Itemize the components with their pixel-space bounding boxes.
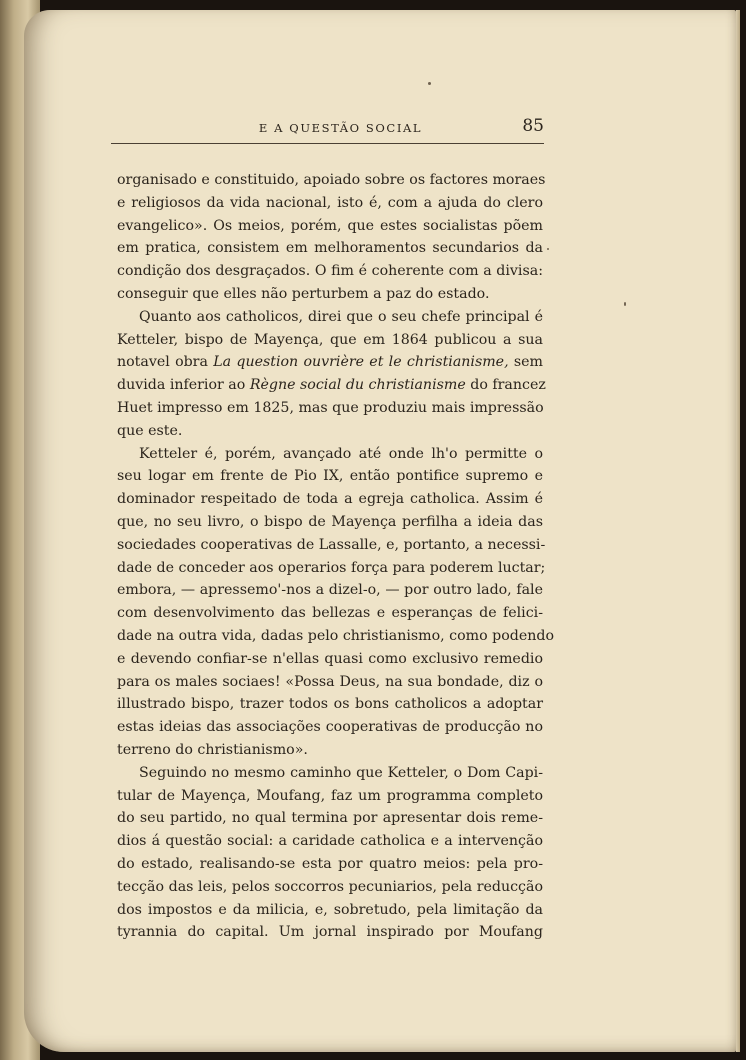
text-line: seu logar em frente de Pio IX, então pontifice supremo e <box>117 468 543 485</box>
page-number: 85 <box>522 116 544 136</box>
text-line: tecção das leis, pelos soccorros pecuniarios, pela reducção <box>117 878 543 895</box>
text-segment: duvida inferior ao <box>117 377 250 394</box>
paper-speck <box>428 82 431 85</box>
text-line: e devendo confiar-se n'ellas quasi como exclusivo remedio <box>117 650 543 667</box>
book-title: La question ouvrière et le christianisme, <box>213 354 509 371</box>
page-header <box>111 115 544 143</box>
text-line: e religiosos da vida nacional, isto é, com a ajuda do clero <box>117 194 543 211</box>
text-line-with-title <box>117 374 546 397</box>
text-line: dade na outra vida, dadas pelo christianismo, como podendo <box>117 627 555 644</box>
text-line: dos impostos e da milicia, e, sobretudo, pela limitação da <box>117 901 543 918</box>
text-line: Ketteler, bispo de Mayença, que em 1864 publicou a sua <box>117 331 543 348</box>
book-title: Règne social du christianisme <box>249 377 466 394</box>
text-line-with-title <box>117 351 543 374</box>
text-segment: sem <box>508 354 543 371</box>
text-line: dominador respeitado de toda a egreja catholica. Assim é <box>117 491 543 508</box>
text-line: sociedades cooperativas de Lassalle, e, portanto, a necessi- <box>117 536 546 553</box>
text-line: illustrado bispo, trazer todos os bons catholicos a adoptar <box>117 696 543 713</box>
text-line: Quanto aos catholicos, direi que o seu chefe principal é <box>139 308 543 325</box>
running-title: E A QUESTÃO SOCIAL <box>258 121 423 135</box>
paper-speck <box>547 248 549 250</box>
body-text <box>117 169 555 944</box>
text-line: organisado e constituido, apoiado sobre os factores moraes <box>117 172 546 188</box>
text-line: Huet impresso em 1825, mas que produziu mais impressão <box>117 399 544 416</box>
text-line: Seguindo no mesmo caminho que Ketteler, o Dom Capi- <box>139 764 543 781</box>
text-segment: notavel obra <box>117 354 214 371</box>
text-line: do estado, realisando-se esta por quatro meios: pela pro- <box>117 855 543 872</box>
text-line: dade de conceder aos operarios força para poderem luctar; <box>117 559 546 576</box>
text-line: que este. <box>117 422 183 439</box>
text-line: estas ideias das associações cooperativas de producção no <box>117 719 543 736</box>
text-line: embora, — apressemo'-nos a dizel-o, — por outro lado, fale <box>117 582 543 599</box>
text-segment: do francez <box>465 377 546 394</box>
text-line: para os males sociaes! «Possa Deus, na sua bondade, diz o <box>117 673 543 690</box>
text-line: que, no seu livro, o bispo de Mayença perfilha a ideia das <box>117 513 543 530</box>
paper-speck <box>624 302 626 306</box>
text-line: Ketteler é, porém, avançado até onde lh'o permitte o <box>139 445 543 462</box>
text-line: com desenvolvimento das bellezas e esperanças de felici- <box>117 605 543 622</box>
text-line: condição dos desgraçados. O fim é coherente com a divisa: <box>117 263 543 280</box>
text-line: terreno do christianismo». <box>117 741 308 758</box>
text-line: evangelico». Os meios, porém, que estes socialistas põem <box>117 217 543 234</box>
page-fore-edge <box>736 10 740 1052</box>
text-line: tular de Mayença, Moufang, faz um programma completo <box>117 787 543 804</box>
text-line: em pratica, consistem em melhoramentos secundarios da <box>117 240 543 257</box>
text-line: do seu partido, no qual termina por apresentar dois reme- <box>117 810 543 827</box>
text-line: conseguir que elles não perturbem a paz do estado. <box>117 285 490 302</box>
text-line: dios á questão social: a caridade catholica e a intervenção <box>117 833 543 850</box>
header-rule <box>111 143 544 144</box>
text-line: tyrannia do capital. Um jornal inspirado por Moufang <box>117 924 543 941</box>
